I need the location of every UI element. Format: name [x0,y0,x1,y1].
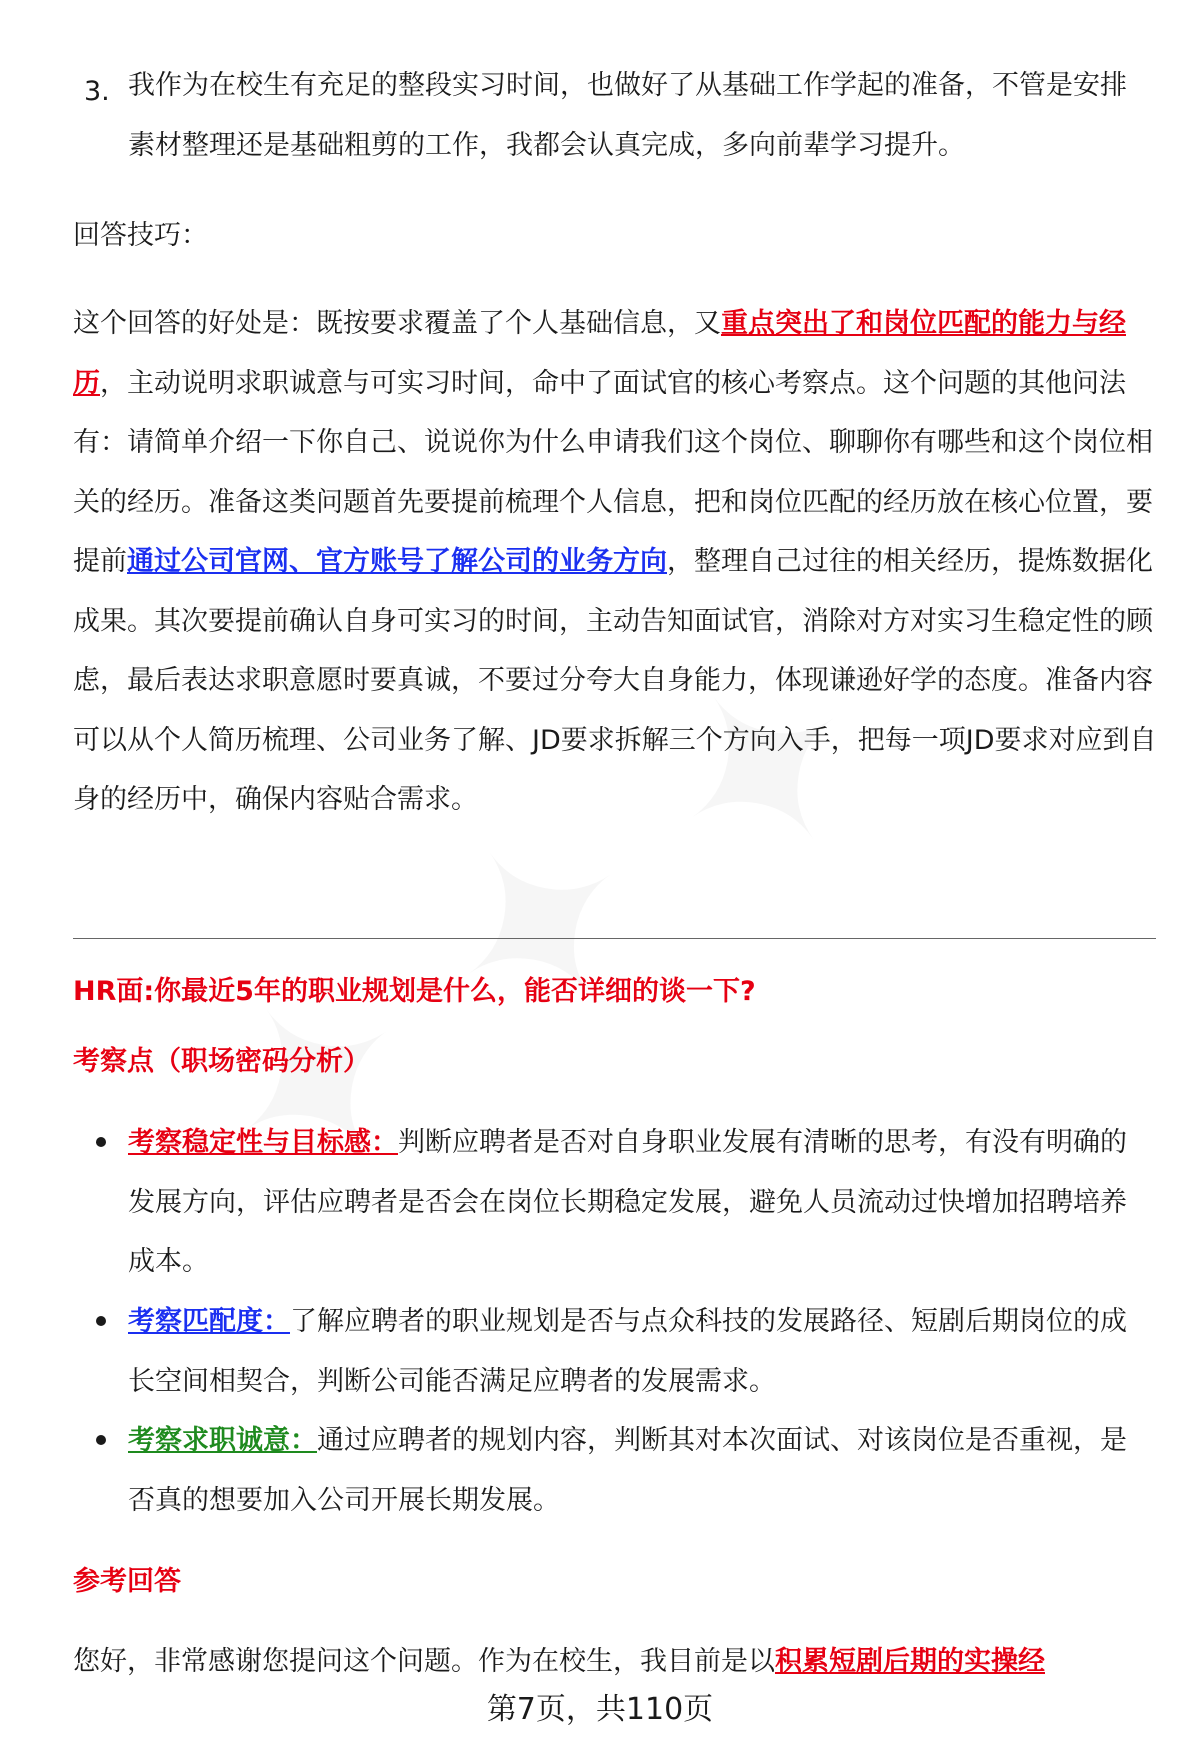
point-label[interactable]: 考察稳定性与目标感： [128,1127,398,1158]
point-item [128,1292,1148,1411]
answer-analysis [73,294,1158,830]
section-divider [73,938,1156,939]
list-number: 3. [84,76,110,107]
reference-heading: 参考回答 [73,1566,181,1597]
highlight-red: 重点突出了和岗位匹配的能力与经历 [73,308,1126,399]
answer-text-2: ，主动说明求职诚意与可实习时间，命中了面试官的核心考察点。这个问题的其他问法有：请简单介绍一下你自己、说说你为什么申请我们这个岗位、聊聊你有哪些和这个岗位相关的经历。准备这类问题首先要提前梳理个人信息，把和岗位匹配的经历放在核心位置，要提前 [73,367,1153,577]
bullet-icon [96,1435,106,1445]
question-heading: HR面:你最近5年的职业规划是什么，能否详细的谈一下? [73,976,756,1007]
highlight-link[interactable]: 通过公司官网、官方账号了解公司的业务方向 [127,546,667,577]
point-label[interactable]: 考察匹配度： [128,1306,290,1337]
point-item [128,1113,1148,1292]
bullet-icon [96,1137,106,1147]
bullet-icon [96,1316,106,1326]
reference-answer [73,1632,1158,1692]
list-item-3-text: 我作为在校生有充足的整段实习时间，也做好了从基础工作学起的准备，不管是安排素材整理还是基础粗剪的工作，我都会认真完成，多向前辈学习提升。 [128,70,1127,161]
reference-text: 您好，非常感谢您提问这个问题。作为在校生，我目前是以 [73,1646,775,1677]
point-text: 了解应聘者的职业规划是否与点众科技的发展路径、短剧后期岗位的成长空间相契合，判断公司能否满足应聘者的发展需求。 [128,1306,1127,1397]
point-text: 通过应聘者的规划内容，判断其对本次面试、对该岗位是否重视，是否真的想要加入公司开展长期发展。 [128,1425,1127,1516]
answer-text-1: 这个回答的好处是：既按要求覆盖了个人基础信息，又 [73,308,721,339]
point-item [128,1411,1148,1530]
points-heading: 考察点（职场密码分析） [73,1046,370,1077]
answer-text-3: ，整理自己过往的相关经历，提炼数据化成果。其次要提前确认自身可实习的时间，主动告知面试官，消除对方对实习生稳定性的顾虑，最后表达求职意愿时要真诚，不要过分夸大自身能力，体现谦逊好学的态度。准备内容可以从个人简历梳理、公司业务了解、JD要求拆解三个方向入手，把每一项JD要求对应到自身的经历中，确保内容贴合需求。 [73,546,1157,815]
point-text: 判断应聘者是否对自身职业发展有清晰的思考，有没有明确的发展方向，评估应聘者是否会在岗位长期稳定发展，避免人员流动过快增加招聘培养成本。 [128,1127,1127,1277]
page-footer: 第7页，共110页 [486,1692,714,1727]
tips-label: 回答技巧： [73,220,208,251]
reference-highlight: 积累短剧后期的实操经 [775,1646,1045,1677]
point-label[interactable]: 考察求职诚意： [128,1425,317,1456]
